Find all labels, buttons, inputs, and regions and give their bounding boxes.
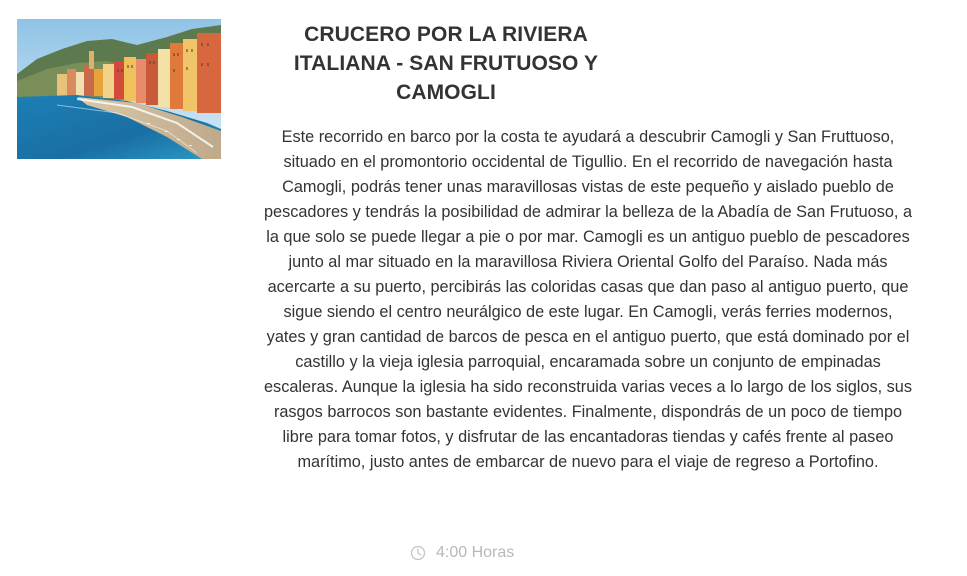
tour-image[interactable] <box>17 19 221 159</box>
duration-label: 4:00 Horas <box>436 544 515 561</box>
tour-title: CRUCERO POR LA RIVIERA ITALIANA - SAN FRUTUOSO Y CAMOGLI <box>293 23 599 104</box>
camogli-photo <box>17 19 221 159</box>
tour-description: Este recorrido en barco por la costa te ayudará a descubrir Camogli y San Fruttuoso, situado en el promontorio occidental de Tigullio. En el recorrido de navegación hasta Camogli, podrás tener unas maravillosas vistas de este pequeño y aislado pueblo de pescadores y tendrás la posibilidad de admirar la belleza de la Abadía de San Frutuoso, a la que solo se puede llegar a pie o por mar. Camogli es un antiguo pueblo de pescadores junto al mar situado en la maravillosa Riviera Oriental Golfo del Paraíso. Nada más acercarte a su puerto, percibirás las coloridas casas que dan paso al antiguo puerto, que sigue siendo el centro neurálgico de este lugar. En Camogli, verás ferries modernos, yates y gran cantidad de barcos de pesca en el antiguo puerto, que está dominado por el castillo y la vieja iglesia parroquial, encaramada sobre un conjunto de empinadas escaleras. Aunque la iglesia ha sido reconstruida varias veces a lo largo de los siglos, sus rasgos barrocos son bastante evidentes. Finalmente, dispondrás de un poco de tiempo libre para tomar fotos, y disfrutar de las encantadoras tiendas y cafés frente al paseo marítimo, justo antes de embarcar de nuevo para el viaje de regreso a Portofino. <box>263 128 913 471</box>
clock-icon <box>410 545 426 561</box>
tour-duration <box>410 542 514 564</box>
